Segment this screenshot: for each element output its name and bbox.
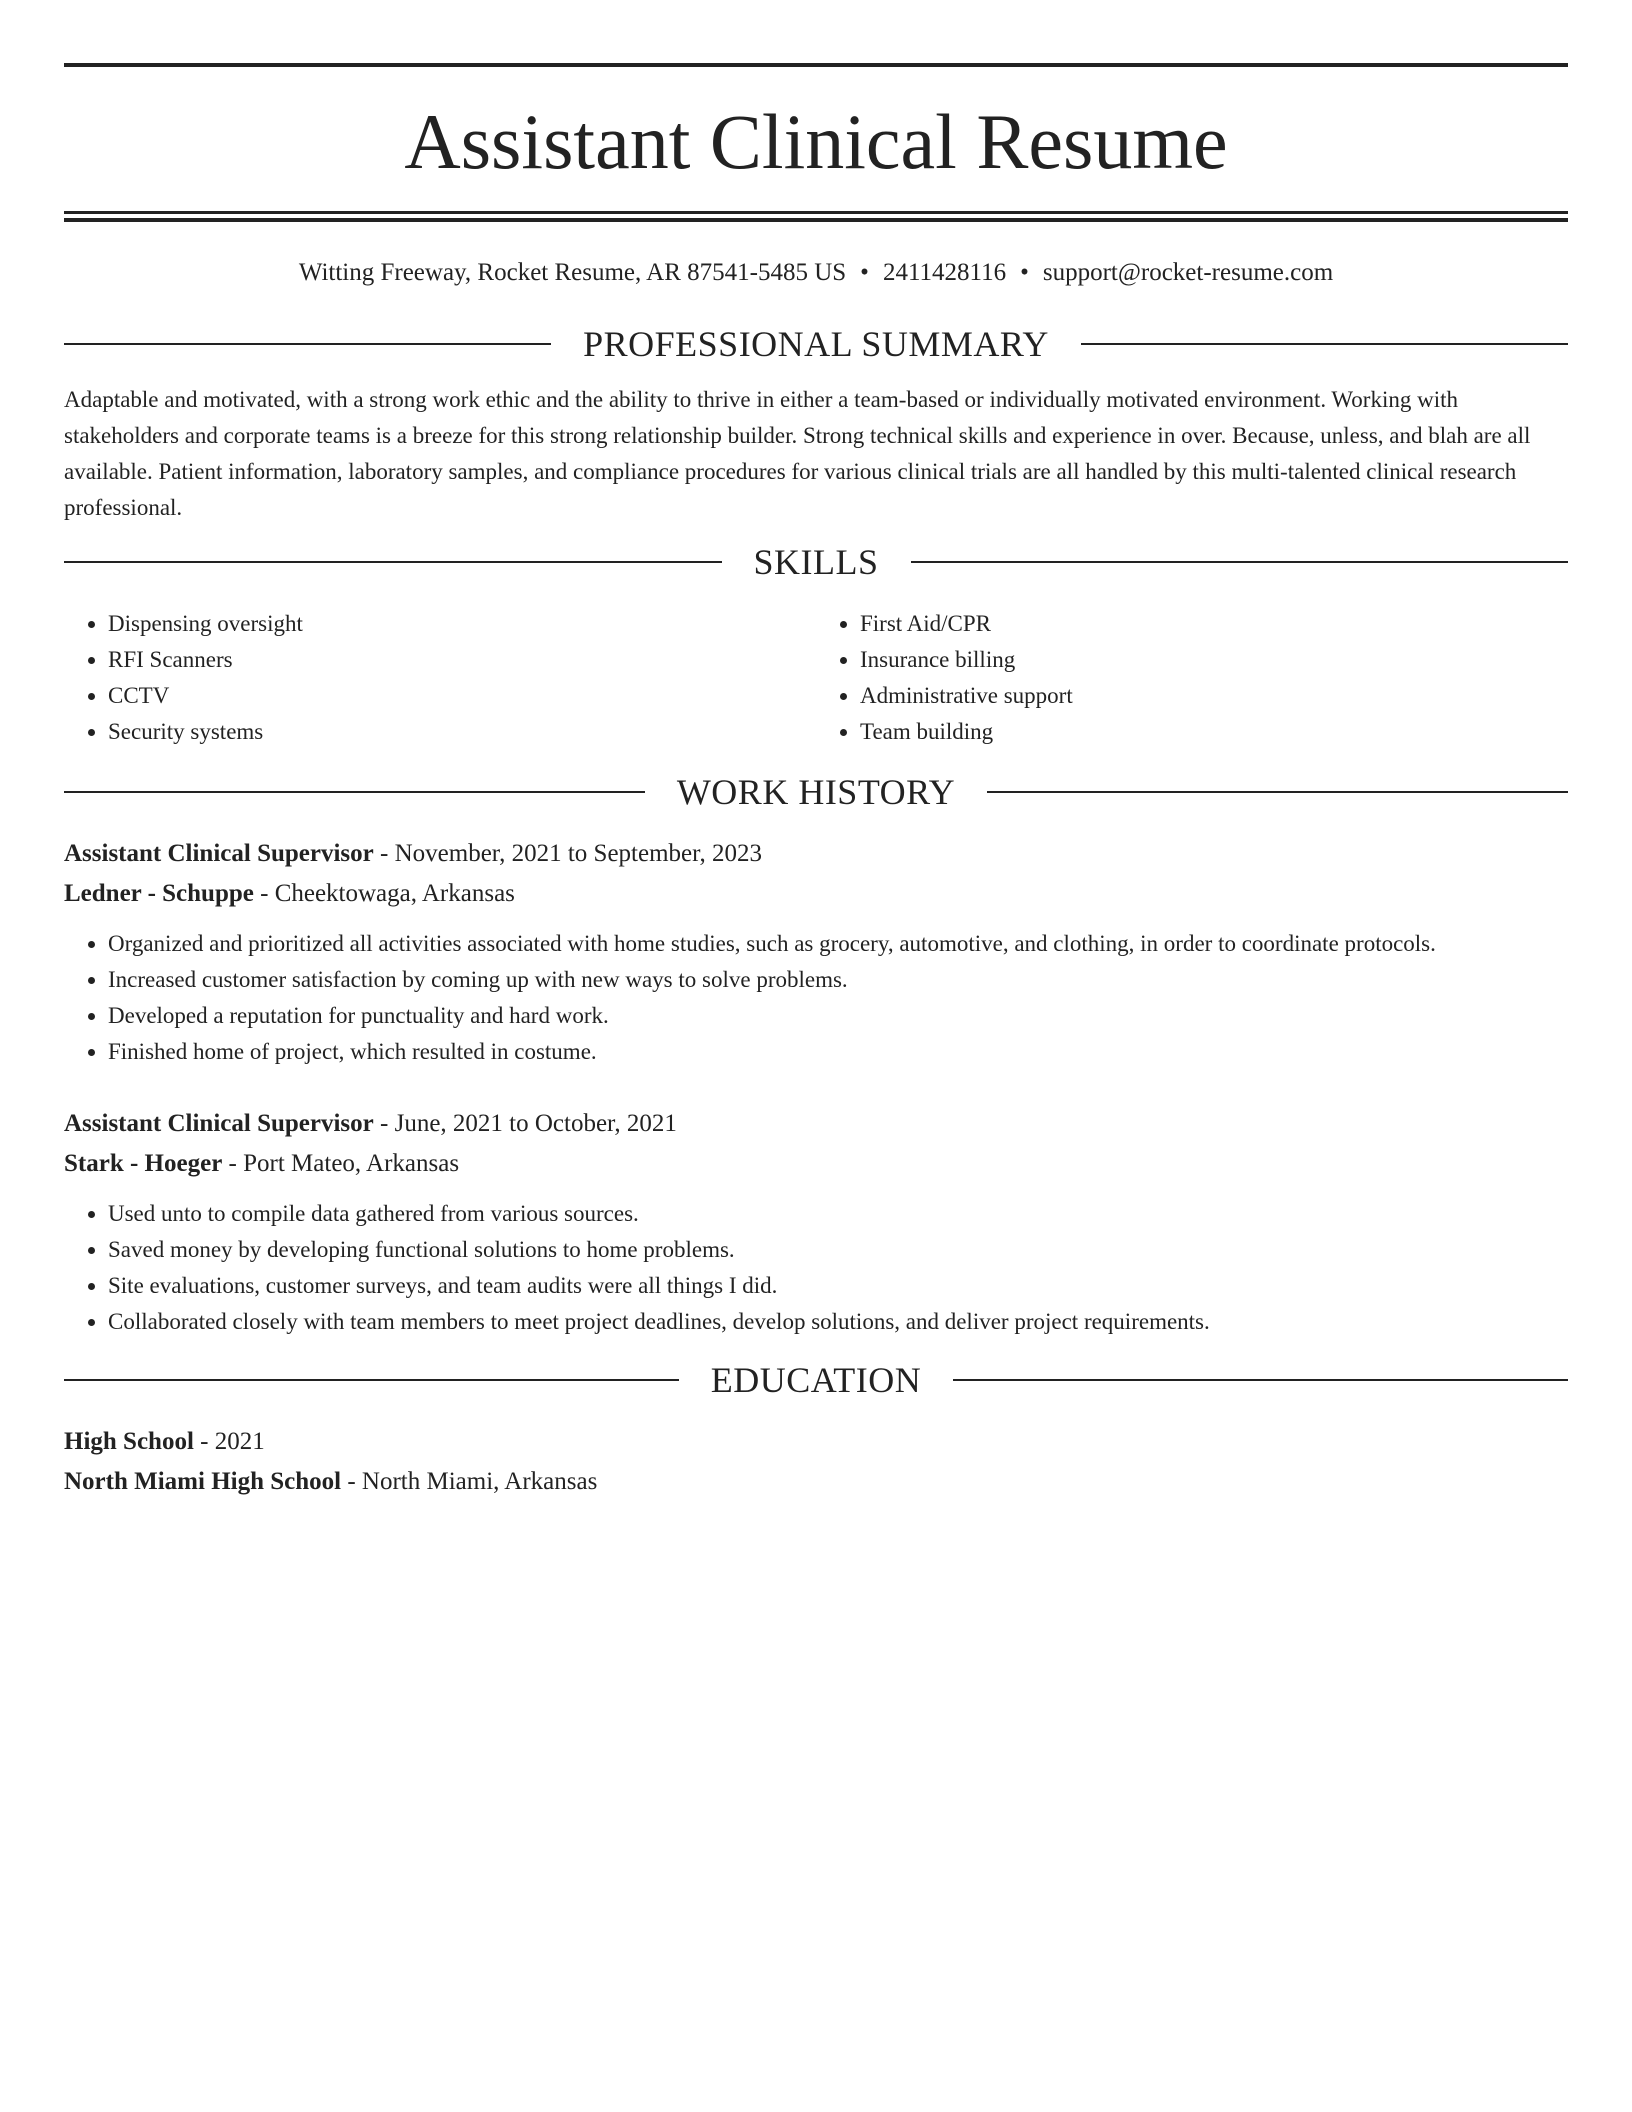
section-header-skills [64,544,1568,580]
job-bullet: • Increased customer satisfaction by coming up with new ways to solve problems. [108,962,1568,998]
job-bullet: • Developed a reputation for punctuality and hard work. [108,998,1568,1034]
skills-list-right [816,606,1568,750]
job-entry [64,1104,1568,1340]
section-rule-left [64,343,551,345]
job-company: Stark - Hoeger [64,1150,223,1177]
section-rule-left [64,1379,679,1381]
contact-address: Witting Freeway, Rocket Resume, AR 87541-5485 US [298,259,847,286]
skills-list-left [64,606,816,750]
section-rule-left [64,561,722,563]
job-title: Assistant Clinical Supervisor [64,840,374,867]
skill-item: • Insurance billing [860,642,1568,678]
job-bullet: • Site evaluations, customer surveys, and team audits were all things I did. [108,1268,1568,1304]
skill-item: • Administrative support [860,678,1568,714]
section-title-education: EDUCATION [710,1360,922,1400]
job-bullet: • Saved money by developing functional solutions to home problems. [108,1232,1568,1268]
dash-separator: - [193,1428,215,1455]
title-double-rule [64,211,1568,222]
contact-separator: • [1020,259,1029,286]
section-rule-right [953,1379,1568,1381]
top-rule [64,63,1568,67]
section-title-summary: PROFESSIONAL SUMMARY [583,324,1049,364]
education-entry [64,1422,1568,1502]
skills-grid [64,606,1568,750]
section-rule-right [1081,343,1568,345]
section-rule-right [911,561,1569,563]
job-bullet: • Finished home of project, which resulted in costume. [108,1034,1568,1070]
skill-item: • CCTV [108,678,816,714]
job-location: Cheektowaga, Arkansas [274,880,515,907]
skill-item: • Team building [860,714,1568,750]
skill-item: • Security systems [108,714,816,750]
resume-title: Assistant Clinical Resume [404,98,1228,185]
dash-separator: - [222,1150,244,1177]
contact-email[interactable]: support@rocket-resume.com [1042,259,1334,286]
summary-text: Adaptable and motivated, with a strong work ethic and the ability to thrive in either a team-based or individually motivated environment. Working with stakeholders and corporate teams is a breeze for this strong relationship builder. Strong technical skills and experience in over. Because, unless, and blah are all available. Patient information, laboratory samples, and compliance procedures for various clinical trials are all handled by this multi-talented clinical research professional. [64,387,1531,520]
job-bullets [64,926,1568,1070]
education-degree-line [64,1422,1568,1462]
contact-phone: 2411428116 [882,259,1007,286]
section-rule-left [64,791,645,793]
job-bullet: • Organized and prioritized all activities associated with home studies, such as grocery, automotive, and clothing, in order to coordinate protocols. [108,926,1568,962]
job-company-line [64,874,1568,914]
skill-item: • RFI Scanners [108,642,816,678]
section-title-work: WORK HISTORY [676,772,956,812]
job-company: Ledner - Schuppe [64,880,254,907]
dash-separator: - [373,840,395,867]
section-header-work [64,774,1568,810]
education-location: North Miami, Arkansas [361,1468,598,1495]
section-title-skills: SKILLS [753,542,879,582]
section-rule-right [987,791,1568,793]
job-title-line [64,834,1568,874]
job-bullets [64,1196,1568,1340]
job-bullet: • Used unto to compile data gathered from various sources. [108,1196,1568,1232]
education-school: North Miami High School [64,1468,342,1495]
education-school-line [64,1462,1568,1502]
dash-separator: - [253,880,275,907]
skill-item: • Dispensing oversight [108,606,816,642]
job-location: Port Mateo, Arkansas [243,1150,460,1177]
education-degree: High School [64,1428,194,1455]
job-title-line [64,1104,1568,1144]
dash-separator: - [373,1110,395,1137]
section-header-education [64,1362,1568,1398]
section-header-summary [64,326,1568,362]
dash-separator: - [341,1468,362,1495]
contact-line [64,258,1568,288]
job-bullet: • Collaborated closely with team members to meet project deadlines, develop solutions, and deliver project requirements. [108,1304,1568,1340]
skill-item: • First Aid/CPR [860,606,1568,642]
job-company-line [64,1144,1568,1184]
contact-separator: • [860,259,869,286]
job-title: Assistant Clinical Supervisor [64,1110,374,1137]
job-dates: November, 2021 to September, 2023 [394,840,762,867]
job-entry [64,834,1568,1070]
education-year: 2021 [214,1428,265,1455]
job-dates: June, 2021 to October, 2021 [394,1110,677,1137]
